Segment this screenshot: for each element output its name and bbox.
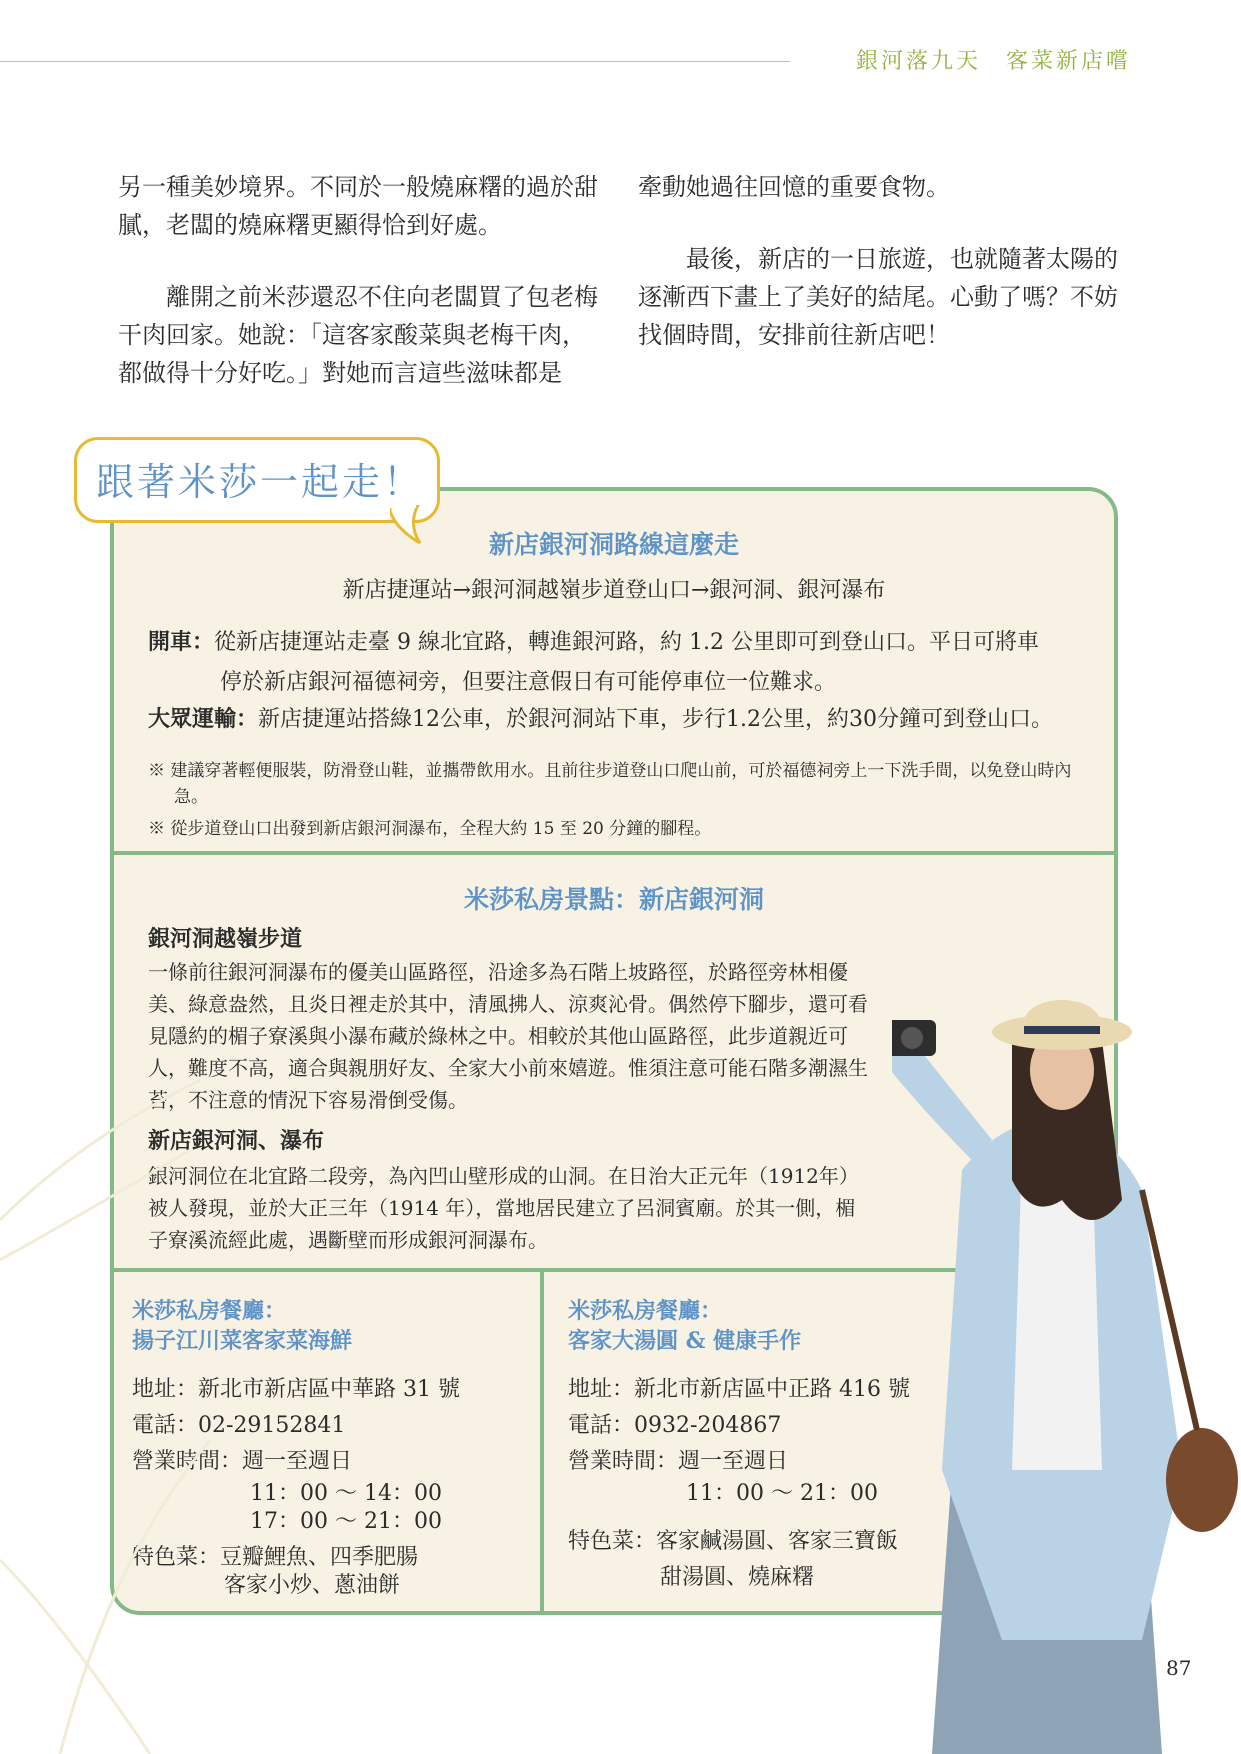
running-header: 銀河落九天 客菜新店嚐 [855,49,1131,74]
restaurant-address: 地址：新北市新店區中華路 31 號 [132,1377,460,1402]
restaurant-hours: 17：00 ～ 21：00 [250,1509,442,1534]
restaurant-hours-label: 營業時間：週一至週日 [568,1449,789,1474]
cave-description: 銀河洞位在北宜路二段旁，為內凹山壁形成的山洞。在日治大正元年（1912年）被人發現，並於大正三年（1914 年），當地居民建立了呂洞賓廟。於其一側，楣子寮溪流經此處，遇斷壁而形成銀河洞瀑布。 [148,1164,859,1252]
transit-directions [148,702,1108,733]
body-column-left [118,168,608,426]
route-section-title: 新店銀河洞路線這麼走 [488,530,739,559]
restaurant-name: 客家大湯圓 & 健康手作 [568,1328,802,1354]
paragraph: 最後，新店的一日旅遊，也就隨著太陽的逐漸西下畫上了美好的結尾。心動了嗎？不妨找個時間，安排前往新店吧！ [638,245,1118,349]
note: ※ 從步道登山口出發到新店銀河洞瀑布，全程大約 15 至 20 分鐘的腳程。 [148,819,712,839]
restaurant-title: 米莎私房餐廳： [568,1298,723,1324]
restaurant-dishes-cont: 客家小炒、蔥油餅 [224,1573,401,1598]
restaurant-dishes: 特色菜：豆瓣鯉魚、四季肥腸 [132,1545,419,1570]
restaurant-dishes-cont: 甜湯圓、燒麻糬 [660,1565,815,1590]
trail-heading: 銀河洞越嶺步道 [148,926,303,952]
paragraph: 離開之前米莎還忍不住向老闆買了包老梅干肉回家。她說：「這客家酸菜與老梅干肉，都做得十分好吃。」對她而言這些滋味都是 [118,283,598,387]
cave-heading: 新店銀河洞、瀑布 [148,1128,325,1154]
drive-label: 開車： [148,629,215,655]
restaurant-phone: 電話：0932-204867 [568,1413,782,1438]
notes [148,758,1078,848]
paragraph: 另一種美妙境界。不同於一般燒麻糬的過於甜膩，老闆的燒麻糬更顯得恰到好處。 [118,173,598,239]
restaurant-dishes: 特色菜：客家鹹湯圓、客家三寶飯 [568,1529,899,1554]
decorative-lines-icon [0,1060,220,1754]
trail-description: 一條前往銀河洞瀑布的優美山區路徑，沿途多為石階上坡路徑，於路徑旁林相優美、綠意盎然，且炎日裡走於其中，清風拂人、涼爽沁骨。偶然停下腳步，還可看見隱約的楣子寮溪與小瀑布藏於綠林之中。相較於其他山區路徑，此步道親近可人，難度不高，適合與親朋好友、全家大小前來嬉遊。惟須注意可能石階多潮濕生苔，不注意的情況下容易滑倒受傷。 [148,960,868,1112]
section-divider [110,851,1118,855]
body-column-right [638,168,1130,388]
transit-text: 新店捷運站搭綠12公車，於銀河洞站下車，步行1.2公里，約30分鐘可到登山口。 [258,707,1053,732]
drive-text: 從新店捷運站走臺 9 線北宜路，轉進銀河路，約 1.2 公里即可到登山口。平日可將車 [214,630,1039,655]
restaurant-hours-label: 營業時間：週一至週日 [132,1449,353,1474]
route-line: 新店捷運站→銀河洞越嶺步道登山口→銀河洞、銀河瀑布 [342,578,886,603]
restaurant-phone: 電話：02-29152841 [132,1413,346,1438]
restaurant-hours: 11：00 ～ 21：00 [686,1481,878,1506]
header-rule [0,61,790,62]
person-photo-illustration [892,1000,1241,1754]
restaurant-address: 地址：新北市新店區中正路 416 號 [568,1377,910,1402]
bubble-heading: 跟著米莎一起走！ [96,460,425,504]
drive-directions [148,622,1098,703]
column-divider [540,1270,544,1613]
paragraph: 牽動她過往回憶的重要食物。 [638,173,950,201]
restaurant-title: 米莎私房餐廳： [132,1298,287,1324]
restaurant-hours: 11：00 ～ 14：00 [250,1481,442,1506]
page-number: 87 [1166,1656,1192,1680]
transit-label: 大眾運輸： [148,706,259,732]
drive-text-cont: 停於新店銀河福德祠旁，但要注意假日有可能停車位一位難求。 [220,670,837,695]
restaurant-name: 揚子江川菜客家菜海鮮 [132,1328,353,1354]
spot-section-title: 米莎私房景點：新店銀河洞 [463,885,764,914]
note: ※ 建議穿著輕便服裝，防滑登山鞋，並攜帶飲用水。且前往步道登山口爬山前，可於福德祠旁上一下洗手間，以免登山時內急。 [148,761,1072,807]
